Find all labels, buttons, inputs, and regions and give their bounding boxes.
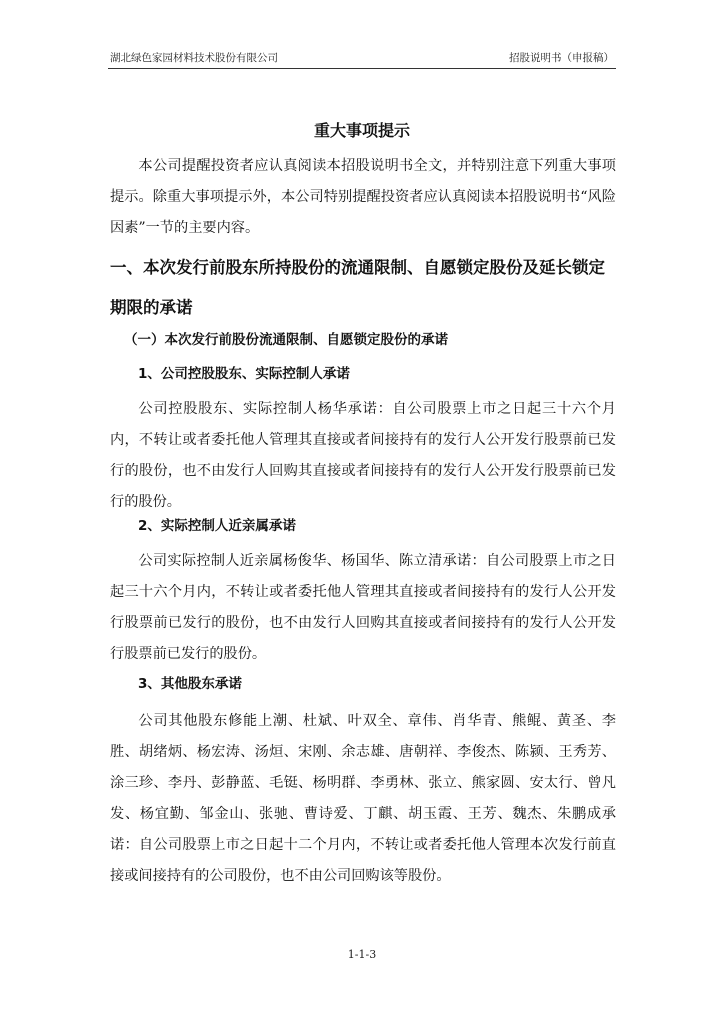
header-document-type: 招股说明书（申报稿）: [509, 52, 614, 64]
section-heading: 一、本次发行前股东所持股份的流通限制、自愿锁定股份及延长锁定期限的承诺: [110, 258, 605, 317]
item-text-other-shareholders: 公司其他股东修能上潮、杜斌、叶双全、章伟、肖华青、熊鲲、黄圣、李胜、胡绪炳、杨宏涛、汤烜、宋刚、余志雄、唐朝祥、李俊杰、陈颍、王秀芳、涂三珍、李丹、彭静蓝、毛铤、杨明群、李勇林、张立、熊家圆、安太行、曾凡发、杨宜勤、邹金山、张驰、曹诗爱、丁麒、胡玉霞、王芳、魏杰、朱鹏成承诺：自公司股票上市之日起十二个月内，不转让或者委托他人管理本次发行前直接或间接持有的公司股份，也不由公司回购该等股份。: [110, 713, 616, 884]
item-text-controlling-shareholder: 公司控股股东、实际控制人杨华承诺：自公司股票上市之日起三十六个月内，不转让或者委托他人管理其直接或者间接持有的发行人公开发行股票前已发行的股份，也不由发行人回购其直接或者间接持有的发行人公开发行股票前已发行的股份。: [110, 401, 616, 510]
header-divider: [108, 68, 616, 69]
intro-paragraph: 本公司提醒投资者应认真阅读本招股说明书全文，并特别注意下列重大事项提示。除重大事项提示外，本公司特别提醒投资者应认真阅读本招股说明书“风险因素”一节的主要内容。: [110, 158, 616, 236]
item-heading-relatives: 2、实际控制人近亲属承诺: [138, 518, 296, 534]
item-heading-controlling-shareholder: 1、公司控股股东、实际控制人承诺: [138, 366, 350, 382]
item-text-relatives: 公司实际控制人近亲属杨俊华、杨国华、陈立清承诺：自公司股票上市之日起三十六个月内，不转让或者委托他人管理其直接或者间接持有的发行人公开发行股票前已发行的股份，也不由发行人回购其直接或者间接持有的发行人公开发行股票前已发行的股份。: [110, 553, 616, 662]
header-company-name: 湖北绿色家园材料技术股份有限公司: [110, 52, 278, 64]
item-heading-other-shareholders: 3、其他股东承诺: [138, 676, 242, 692]
page-number: 1-1-3: [347, 948, 377, 961]
subsection-heading: （一）本次发行前股份流通限制、自愿锁定股份的承诺: [124, 332, 448, 348]
page-header: [110, 50, 614, 67]
page-title: 重大事项提示: [313, 121, 410, 140]
